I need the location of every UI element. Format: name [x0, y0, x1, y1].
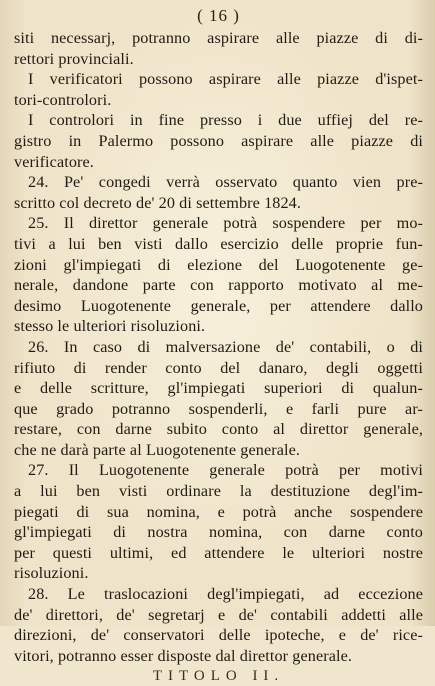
- text-line: restare, con darne subito conto al direttor generale,: [14, 420, 423, 439]
- text-line: tori-controlori.: [14, 90, 112, 109]
- text-line: I verificatori possono aspirare alle piazze d'ispet-: [28, 70, 423, 89]
- text-line: 26. In caso di malversazione de' contabili, o di: [28, 337, 423, 356]
- text-line: 24. Pe' congedi verrà osservato quanto vien pre-: [28, 173, 423, 192]
- text-line: 27. Il Luogotenente generale potrà per motivi: [28, 461, 423, 480]
- cut-off-heading: TITOLO II.: [152, 668, 285, 685]
- text-line: e delle scritture, gl'impiegati superiori di qualun-: [14, 379, 423, 398]
- text-line: vitori, potranno esser disposte dal direttor generale.: [14, 646, 353, 665]
- text-line: piegati di sua nomina, e potrà anche sospendere: [14, 502, 423, 521]
- text-line: rifiuto di render conto del danaro, degli oggetti: [14, 358, 423, 377]
- text-line: siti necessarj, potranno aspirare alle piazze di di-: [14, 29, 423, 47]
- text-line: gl'impiegati di nostra nomina, con darne conto: [14, 523, 423, 542]
- text-line: 28. Le traslocazioni degl'impiegati, ad eccezione: [28, 585, 423, 604]
- text-line: rettori provinciali.: [14, 49, 134, 68]
- page-number: ( 16 ): [197, 6, 240, 25]
- text-line: stesso le ulteriori risoluzioni.: [14, 317, 206, 336]
- text-line: risoluzioni.: [14, 564, 89, 583]
- text-line: per questi ultimi, ed attendere le ulteriori nostre: [14, 543, 423, 562]
- text-line: zioni gl'impiegati di elezione del Luogotenente ge-: [14, 255, 423, 274]
- text-line: verificatore.: [14, 152, 94, 171]
- text-line: tivi a lui ben visti dallo esercizio delle proprie fun-: [14, 234, 423, 253]
- text-line: direzioni, de' conservatori delle ipoteche, e de' rice-: [14, 626, 423, 645]
- text-line: 25. Il direttor generale potrà sospendere per mo-: [28, 214, 423, 233]
- text-line: nerale, dandone parte con rapporto motivato al me-: [14, 276, 423, 295]
- text-line: que grado potranno sospenderli, e farli pure ar-: [14, 399, 423, 418]
- text-line: de' direttori, de' segretarj e de' contabili addetti alle: [14, 605, 423, 624]
- text-line: gistro in Palermo possono aspirare alle piazze di: [14, 131, 423, 150]
- text-line: scritto col decreto de' 20 di settembre 1824.: [14, 193, 302, 212]
- text-line: a lui ben visti ordinare la destituzione degl'im-: [14, 482, 423, 501]
- text-line: I controlori in fine presso i due uffiej del re-: [28, 111, 423, 130]
- text-line: desimo Luogotenente generale, per attendere dallo: [14, 296, 423, 315]
- text-line: che ne darà parte al Luogotenente generale.: [14, 440, 301, 459]
